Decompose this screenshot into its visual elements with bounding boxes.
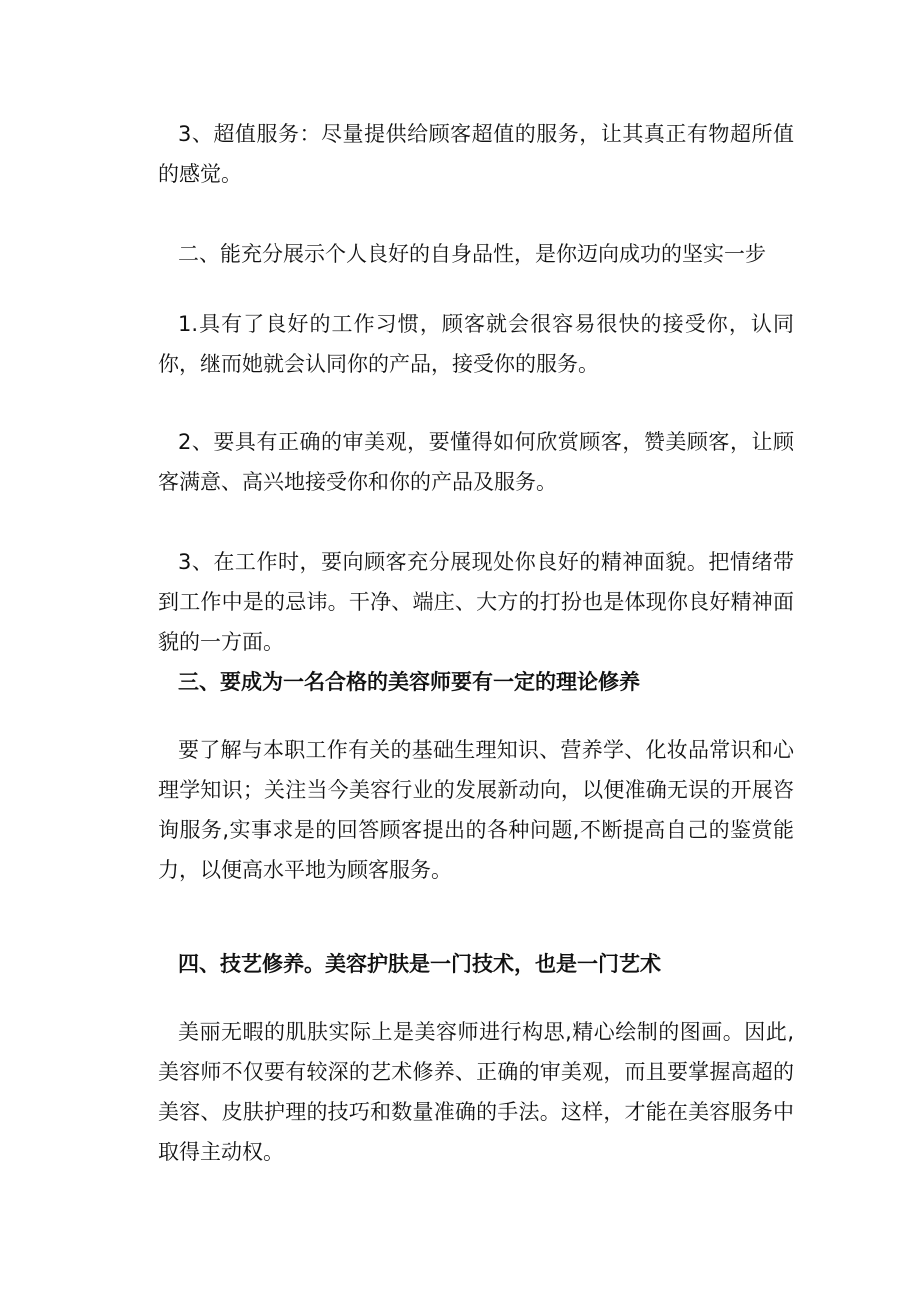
paragraph-theory-knowledge: 要了解与本职工作有关的基础生理知识、营养学、化妆品常识和心理学知识；关注当今美容行业的发展新动向，以便准确无误的开展咨询服务,实事求是的回答顾客提出的各种问题,不断提高自己的鉴赏能力，以便高水平地为顾客服务。: [158, 738, 794, 882]
paragraph-spirit: 3、在工作时，要向顾客充分展现处你良好的精神面貌。把情绪带到工作中是的忌讳。干净、端庄、大方的打扮也是体现你良好精神面貌的一方面。: [158, 550, 794, 654]
section-heading-theory: 三、要成为一名合格的美容师要有一定的理论修养: [178, 670, 640, 694]
section-heading-craft: 四、技艺修养。美容护肤是一门技术，也是一门艺术: [178, 952, 661, 976]
section-heading-character: 二、能充分展示个人良好的自身品性，是你迈向成功的坚实一步: [178, 242, 766, 266]
paragraph-craft-skills: 美丽无暇的肌肤实际上是美容师进行构思,精心绘制的图画。因此,美容师不仅要有较深的艺术修养、正确的审美观，而且要掌握高超的美容、皮肤护理的技巧和数量准确的手法。这样，才能在美容服务中取得主动权。: [158, 1020, 794, 1164]
paragraph-value-service: 3、超值服务：尽量提供给顾客超值的服务，让其真正有物超所值的感觉。: [158, 122, 794, 186]
paragraph-aesthetics: 2、要具有正确的审美观，要懂得如何欣赏顾客，赞美顾客，让顾客满意、高兴地接受你和你的产品及服务。: [158, 430, 794, 494]
paragraph-work-habits: 1.具有了良好的工作习惯，顾客就会很容易很快的接受你，认同你，继而她就会认同你的产品，接受你的服务。: [158, 312, 794, 376]
